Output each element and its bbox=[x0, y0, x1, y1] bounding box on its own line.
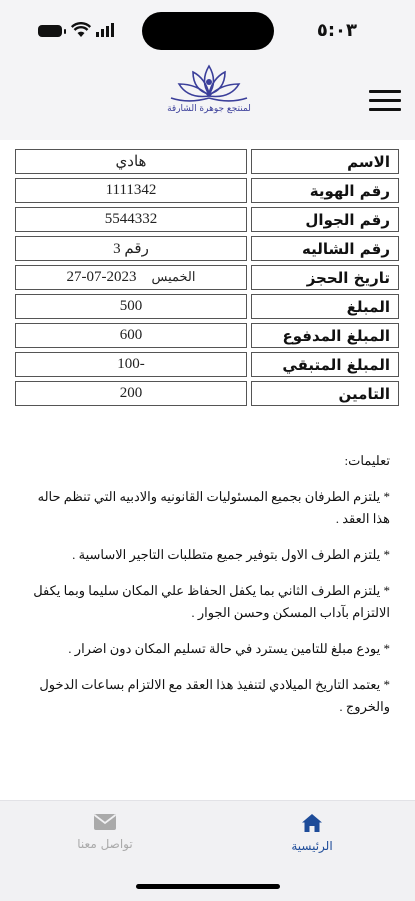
instruction-item: * يلتزم الطرفان بجميع المسئوليات القانونيه والادبيه التي تنظم حاله هذا العقد . bbox=[37, 489, 390, 526]
battery-tip-icon bbox=[64, 29, 66, 34]
booking-date-value bbox=[15, 265, 247, 290]
row-label: المبلغ المتبقي bbox=[251, 352, 399, 377]
instruction-item: * يلتزم الطرف الاول بتوفير جميع متطلبات التاجير الاساسية . bbox=[72, 547, 390, 562]
row-value: -100 bbox=[15, 352, 247, 377]
battery-icon bbox=[38, 25, 62, 37]
tab-home-label: الرئيسية bbox=[291, 839, 333, 853]
status-time: ٥:٠٣ bbox=[316, 20, 357, 41]
camera-notch bbox=[142, 12, 274, 50]
menu-icon-bar bbox=[369, 108, 401, 111]
row-value: 5544332 bbox=[15, 207, 247, 232]
instructions-title: تعليمات: bbox=[344, 453, 390, 468]
mail-icon bbox=[93, 813, 117, 831]
row-value: 200 bbox=[15, 381, 247, 406]
signal-icon bbox=[96, 23, 114, 37]
home-indicator[interactable] bbox=[136, 884, 280, 889]
brand-logo bbox=[163, 62, 255, 124]
table-row bbox=[15, 265, 399, 290]
status-bar bbox=[0, 0, 415, 62]
table-row bbox=[15, 149, 399, 174]
header-area bbox=[0, 0, 415, 140]
table-row bbox=[15, 207, 399, 232]
table-row bbox=[15, 352, 399, 377]
row-label: المبلغ المدفوع bbox=[251, 323, 399, 348]
row-value: 1111342 bbox=[15, 178, 247, 203]
booking-day: الخميس bbox=[151, 269, 196, 284]
row-label: رقم الجوال bbox=[251, 207, 399, 232]
row-value: رقم 3 bbox=[15, 236, 247, 261]
table-row bbox=[15, 294, 399, 319]
tab-contact[interactable] bbox=[55, 813, 155, 851]
row-label: تاريخ الحجز bbox=[251, 265, 399, 290]
menu-icon-bar bbox=[369, 99, 401, 102]
row-label: رقم الشاليه bbox=[251, 236, 399, 261]
booking-table bbox=[11, 145, 403, 410]
instruction-item: * يودع مبلغ للتامين يسترد في حالة تسليم المكان دون اضرار . bbox=[68, 641, 390, 656]
row-value: 600 bbox=[15, 323, 247, 348]
booking-date: 2023-07-27 bbox=[66, 269, 137, 285]
row-label: رقم الهوية bbox=[251, 178, 399, 203]
row-label: التامين bbox=[251, 381, 399, 406]
home-icon bbox=[301, 813, 323, 833]
row-value: هادي bbox=[15, 149, 247, 174]
table-row bbox=[15, 178, 399, 203]
menu-icon-bar bbox=[369, 90, 401, 93]
table-row bbox=[15, 236, 399, 261]
brand-logo-text: لمنتجع جوهرة الشارقة bbox=[167, 104, 251, 114]
instruction-item: * يعتمد التاريخ الميلادي لتنفيذ هذا العقد مع الالتزام بساعات الدخول والخروج . bbox=[39, 677, 390, 714]
instruction-item: * يلتزم الطرف الثاني بما يكفل الحفاظ علي المكان سليما وبما يكفل الالتزام بآداب المسكن وحسن الجوار . bbox=[33, 583, 390, 620]
table-row bbox=[15, 323, 399, 348]
row-label: المبلغ bbox=[251, 294, 399, 319]
table-row bbox=[15, 381, 399, 406]
row-label: الاسم bbox=[251, 149, 399, 174]
wifi-icon bbox=[71, 22, 91, 38]
row-value: 500 bbox=[15, 294, 247, 319]
tab-contact-label: تواصل معنا bbox=[77, 837, 133, 851]
menu-button[interactable] bbox=[369, 90, 401, 112]
instructions-section bbox=[30, 450, 390, 732]
tab-home[interactable] bbox=[262, 813, 362, 853]
